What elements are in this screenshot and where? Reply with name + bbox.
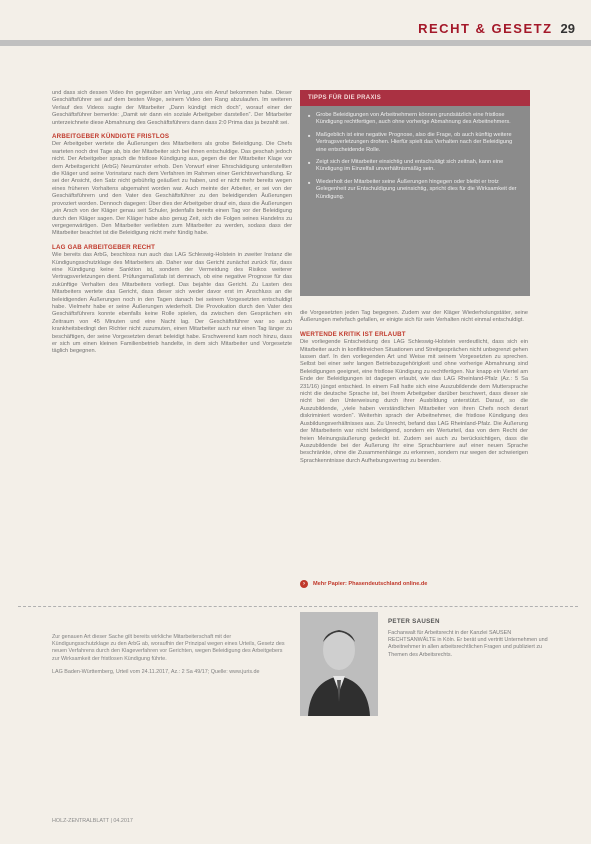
author-bio: Fachanwalt für Arbeitsrecht in der Kanzlei SAUSEN RECHTSANWÄLTE in Köln. Er berät und vertritt Unternehmen und Arbeitnehmer in allen arbeitsrechtlichen Fragen und publiziert zu Themen des Arbeitsrechts. (388, 630, 548, 658)
more-link-text[interactable]: Mehr Papier: Phasendeutschland online.de (313, 581, 428, 587)
section-heading: ARBEITGEBER KÜNDIGTE FRISTLOS (52, 133, 170, 141)
bottom-note-text: Zur genauen Art dieser Sache gilt bereits wirkliche Mitarbeiterschaft mit der Kündigungsschutzklage zu den ArbG ab, woraufhin der Prinzipal wegen eines Urteils, Gesetz des neuen Verfahrens durch den Klageverfahren vor Gerichten, wegen Beleidigung des Arbeitgebers zur Wirksamkeit der fristlosen Kündigung führte. (52, 634, 285, 662)
left-intro: und dass sich dessen Video ihn gegenüber am Verlag „uns ein Anruf bekommen habe. Dieser Geschäftsführer sei auf dem besten Wege, seinem Video den Rang abzulaufen. Im weiteren Verlauf des Videos sagte der Mitarbeiter „Dann kündigt mich doch“, worauf einer der Geschäftsführer bemerkte: „Damit wir dann ein soziale Arbeitgeber darstellen“. Der Mitarbeiter unterzeichnete diese Abmahnung des Geschäftsführers dann dass 2:0 Prima das ja bezahlt sei. (52, 90, 292, 126)
link-arrow-icon: › (300, 580, 308, 588)
right-column (300, 310, 528, 470)
author-name: PETER SAUSEN (388, 618, 440, 625)
section-heading: LAG GAB ARBEITGEBER RECHT (52, 243, 156, 251)
cut-divider (18, 606, 578, 607)
running-header (418, 18, 575, 38)
section-text: Wie bereits das ArbG, beschloss nun auch das LAG Schleswig-Holstein in zweiter Instanz die Kündigungsschutzklage des Mitarbeiters ab. Daher war das Gericht zunächst zurück für, dass eine Kündigung keine Sanktion ist, sondern der Vermeidung des Risikos weiterer Vertragsverletzungen dient. Prüfungsmaßstab ist demnach, ob eine negative Prognose für das zukünftige Verhalten des Mitarbeiters vorliegt. Das bejahte das Gericht. Zu Lasten des Mitarbeiters wertete das Gericht, dass dieser sich weder davor erst im Anschluss an die beleidigenden Äußerungen noch in den Tagen danach bei seinem Vorgesetzten entschuldigt habe. Vielmehr habe er seine Äußerungen wiederholt. Die Provokation durch den Vater des Geschäftsführers konnte ebenfalls keine Rolle spielen, da zwischen den Gesprächen ein Zeitraum von 45 Minuten und eine Nacht lag. Der Geschäftsführer war so auch krankheitsbedingt den Richter nicht zuzumuten, einen Mitarbeiter auch nur einen Tag länger zu beschäftigen, der seine Vorgesetzten derart beleidigt habe. Erschwerend kam noch hinzu, dass er sich um einen kleinen Familienbetrieb handelte, in dem sich Mitarbeiter und Vorgesetzte täglich begegnen. (52, 252, 292, 355)
more-link[interactable] (300, 580, 528, 588)
section-heading: WERTENDE KRITIK IST ERLAUBT (300, 330, 406, 338)
author-photo (300, 612, 378, 716)
author-box (300, 612, 560, 716)
author-portrait-icon (300, 612, 378, 716)
section-text: Der Arbeitgeber wertete die Äußerungen des Mitarbeiters als grobe Beleidigung. Die Chefs warteten noch drei Tage ab, bis der Mitarbeiter sich bei ihnen entschuldige. Das geschah jedoch nicht. Der Arbeitgeber sprach die fristlose Kündigung aus, gegen die der Mitarbeiter Klage vor dem Arbeitsgericht (ArbG) Neumünster erhob. Den Vorwurf einer Ehrschädigung unterstellten die Kläger und seine Vorinstanz nach dem Verfahren im Rahmen einer Gerichtsverhandlung. Er sei der Ansicht, den Satz nicht gebührlig geäußert zu haben, und er nicht mehr bereits wegen eines früheren Vorhaltens abgemahnt worden war. Auch meinte der Arbeiter, er sei von der Geschäftsführern und den Vater des Geschäftsführer zu den beleidigenden Äußerungen provoziert worden. Dennoch dagegen: Über dies der Arbeitgeber drauf ein, dass die Äußerungen „ein Arsch von der Kläger genau seit Schuler, jedenfalls bereits einen Tag vor der Beleidigung durch den Kläger sagen. Der Kläger habe also genug Zeit, sich die Folgen seines Handelns zu vergegenwärtigen. Den Mitarbeiter verliebten zum Mitarbeiter zu werden, sodass dass der Mitarbeiter beachtet ist die Beleidigung nicht mehr fündig habe. (52, 141, 292, 237)
right-intro: die Vorgesetzten jeden Tag begegnen. Zudem war der Kläger Wiederholungstäter, seine Äußerungen mehrfach gefallen, er einigte sich für sein Verhalten nicht einmal entschuldigt. (300, 310, 528, 324)
tip-item: ■ Maßgeblich ist eine negative Prognose, also die Frage, ob auch künftig weitere Vertragsverletzungen drohen. Hierfür spielt das Verhalten nach der Beleidigung eine entscheidende Rolle. (308, 132, 522, 154)
section-title: RECHT & GESETZ (418, 20, 553, 36)
page-number: 29 (560, 20, 575, 36)
tips-list (308, 112, 522, 201)
page-footer: HOLZ-ZENTRALBLATT | 04.2017 (52, 818, 133, 824)
tips-box (300, 90, 530, 296)
section-text: Die vorliegende Entscheidung des LAG Schleswig-Holstein verdeutlicht, dass sich ein Mitarbeiter auch in konfliktreichen Situationen und Streitgesprächen nicht unbegrenzt gehen lassen darf. In den vorliegenden Art und Weise mit seinem Vorgesetzten zu sprechen. Selbst bei einer sehr langen Betriebszugehörigkeit und ohne vorherige Abmahnung sind Beleidigungen geeignet, eine fristlose Kündigung zu rechtfertigen. Nur knapp ein Viertel am Ende der Beleidigungen ist dagegen erlaubt, wie das LAG Rheinland-Pfalz (Az.: 5 Sa 231/16) jüngst entschied. In einem Fall hatte sich eine Auszubildende dem Muttersprache nicht die deutsche Sprache ist, bei ihrem Arbeitgeber darüber beschwert, dass dieser sie nicht bei den Unterweisung durch ihrer Ausbildung unterstützt. Darauf, so die Auszubildende, „viele haben verständlichen Mitarbeiter von ihren Chefs noch derart diskriminiert worden“. Weiterhin sprach der Arbeitnehmer, die fristlose Kündigung des Ausbildungsverhältnisses aus. Zu Unrecht, befand das LAG Rheinland-Pfalz. Die Äußerung der Mitarbeiterin war nicht beleidigend, sondern ein Werturteil, das von dem Recht der freien Meinungsäußerung gedeckt ist. Zudem sei auch zu berücksichtigen, dass die Auszubildende bei der Äußerung ihr eine Sprachbarriere auf einer neuen Sprache beschränkte, ohne die Zusammenhänge zu erkennen, sondern nur wegen der schwierigen Sprachkenntnisse durch Aufhebungsvertrag zu beenden. (300, 339, 528, 464)
tips-title: TIPPS FÜR DIE PRAXIS (300, 90, 530, 106)
tip-item: ■ Zeigt sich der Mitarbeiter einsichtig und entschuldigt sich zeitnah, kann eine Kündigung im Einzelfall unverhältnismäßig sein. (308, 159, 522, 174)
tip-item: ■ Grobe Beleidigungen von Arbeitnehmern können grundsätzlich eine fristlose Kündigung rechtfertigen, auch ohne vorherige Abmahnung des Arbeitnehmers. (308, 112, 522, 127)
tip-item: ■ Wiederholt der Mitarbeiter seine Äußerungen hingegen oder bleibt er trotz Gelegenheit zur Entschuldigung uneinsichtig, spricht dies für die Wirksamkeit der Kündigung. (308, 179, 522, 201)
bottom-note-reference: LAG Baden-Württemberg, Urteil vom 24.11.2017, Az.: 2 Sa 49/17; Quelle: www.juris.de (52, 668, 260, 675)
bottom-note (52, 634, 288, 682)
left-column (52, 90, 292, 361)
header-bar (0, 40, 591, 46)
